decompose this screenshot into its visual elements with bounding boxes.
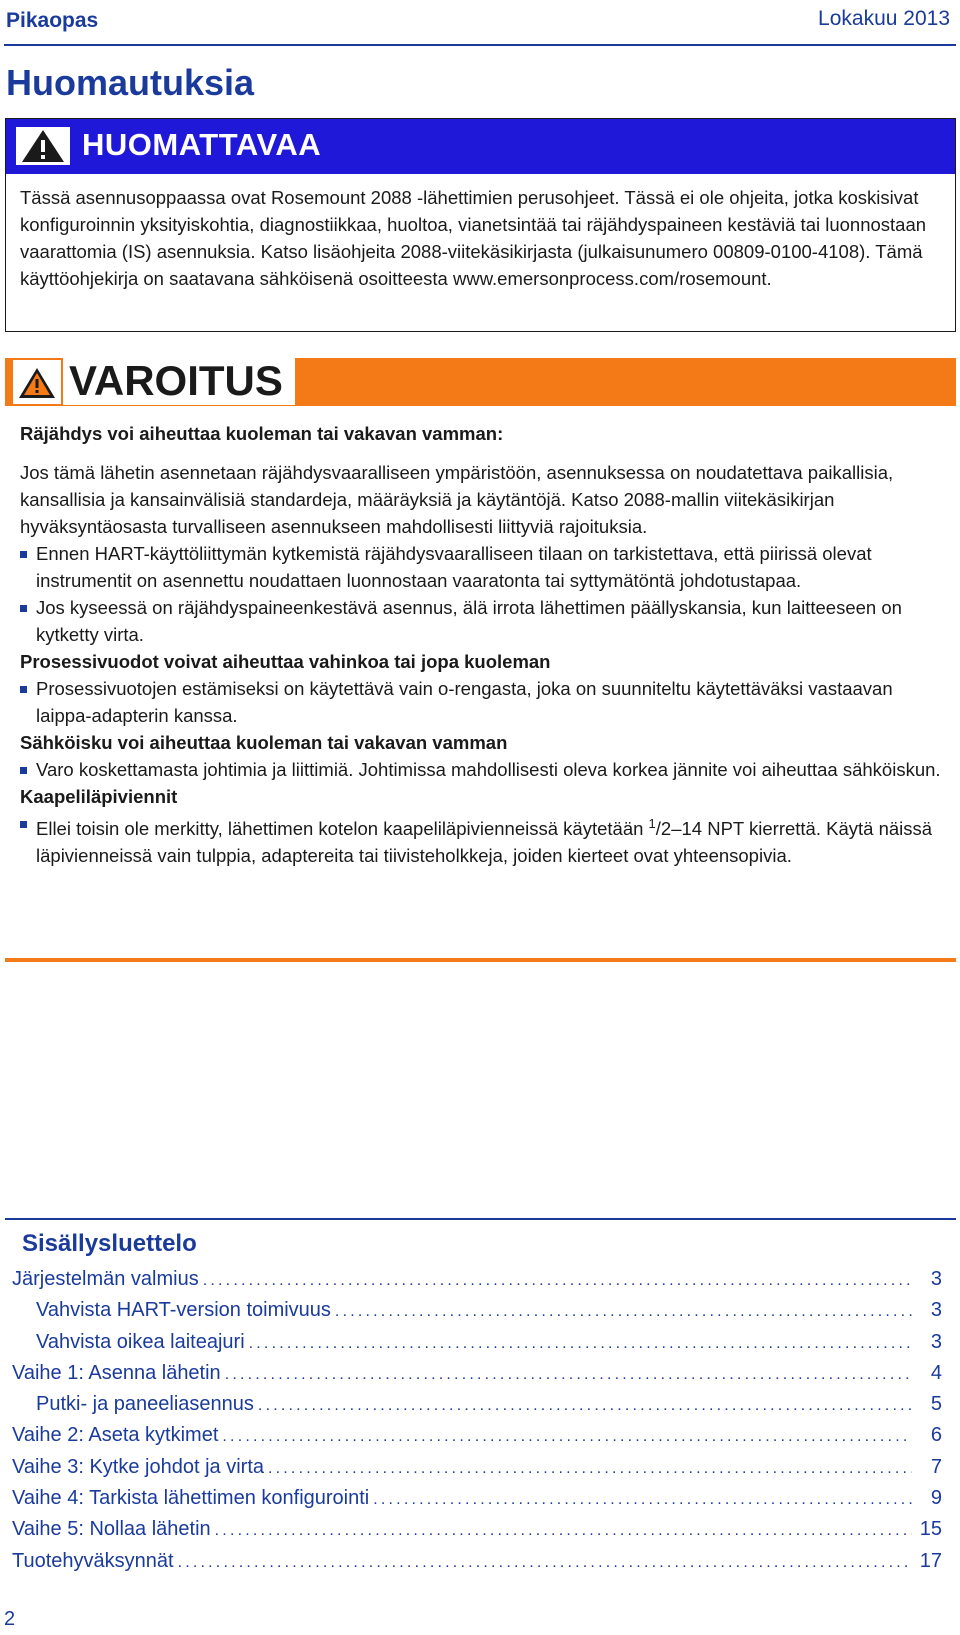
toc-leader-dots <box>373 1491 912 1509</box>
toc-title: Sisällysluettelo <box>22 1230 197 1257</box>
toc-leader-dots <box>249 1335 912 1353</box>
list-item: Prosessivuotojen estämiseksi on käytettävä vain o-rengasta, joka on suunniteltu käytettäväksi vastaavan laippa-adapterin kanssa. <box>20 675 946 729</box>
toc-entry-label[interactable]: Vaihe 2: Aseta kytkimet <box>12 1424 219 1447</box>
toc-leader-dots <box>225 1366 912 1384</box>
warning-triangle-icon <box>16 127 70 165</box>
page-header <box>0 0 960 46</box>
page-number: 2 <box>4 1608 16 1630</box>
list-item: Varo koskettamasta johtimia ja liittimiä. Johtimissa mahdollisesti oleva korkea jännite voi aiheuttaa sähköiskun. <box>20 756 946 783</box>
notice-banner <box>6 119 955 174</box>
toc-leader-dots <box>222 1428 912 1446</box>
shock-heading: Sähköisku voi aiheuttaa kuoleman tai vakavan vamman <box>20 732 508 753</box>
toc-entry[interactable] <box>12 1393 942 1424</box>
toc-entry[interactable] <box>12 1299 942 1330</box>
toc-divider <box>5 1218 956 1220</box>
header-divider <box>4 44 956 46</box>
warning-bottom-rule <box>5 958 956 962</box>
toc-entry[interactable] <box>12 1331 942 1362</box>
toc-entry-label[interactable]: Vahvista oikea laiteajuri <box>36 1330 245 1353</box>
toc-entry-page[interactable]: 3 <box>930 1268 942 1290</box>
warning-title: VAROITUS <box>63 357 295 405</box>
explosion-text: Jos tämä lähetin asennetaan räjähdysvaaralliseen ympäristöön, asennuksessa on noudatettava paikallisia, kansallisia ja kansainvälisiä standardeja, määräyksiä ja käytäntöjä. Katso 2088-mallin viitekäsikirjan hyväksyntäosasta turvalliseen asennukseen mahdollisesti liittyviä rajoituksia. <box>20 462 894 537</box>
toc-leader-dots <box>215 1522 912 1540</box>
toc-entry[interactable] <box>12 1487 942 1518</box>
explosion-heading: Räjähdys voi aiheuttaa kuoleman tai vakavan vamman: <box>20 423 504 444</box>
table-of-contents <box>12 1268 942 1581</box>
toc-entry[interactable] <box>12 1424 942 1455</box>
toc-entry-label[interactable]: Vahvista HART-version toimivuus <box>36 1299 331 1322</box>
toc-entry[interactable] <box>12 1518 942 1549</box>
list-item: Jos kyseessä on räjähdyspaineenkestävä asennus, älä irrota lähettimen päällyskansia, kun laitteeseen on kytketty virta. <box>20 594 946 648</box>
process-heading: Prosessivuodot voivat aiheuttaa vahinkoa tai jopa kuoleman <box>20 651 551 672</box>
toc-leader-dots <box>203 1272 912 1290</box>
toc-entry[interactable] <box>12 1268 942 1299</box>
toc-entry-page[interactable]: 7 <box>930 1455 942 1478</box>
toc-entry-label[interactable]: Tuotehyväksynnät <box>12 1549 174 1572</box>
toc-entry-label[interactable]: Vaihe 4: Tarkista lähettimen konfigurointi <box>12 1487 370 1510</box>
toc-entry[interactable] <box>12 1362 942 1393</box>
toc-entry-page[interactable]: 3 <box>930 1330 942 1353</box>
toc-entry-label[interactable]: Putki- ja paneeliasennus <box>36 1393 254 1416</box>
toc-leader-dots <box>178 1554 912 1572</box>
notice-box <box>5 118 956 332</box>
toc-entry-page[interactable]: 17 <box>919 1549 942 1572</box>
cable-heading: Kaapeliläpiviennit <box>20 786 178 807</box>
cable-text-end: /2–14 NPT kierrettä. Käytä näissä läpivienneissä vain tulppia, adaptereita tai tiivisteholkkeja, joiden kierteet ovat yhteensopivia. <box>36 818 933 866</box>
toc-entry-page[interactable]: 5 <box>930 1393 942 1416</box>
toc-leader-dots <box>258 1397 912 1415</box>
fraction-numerator: 1 <box>648 816 656 831</box>
warning-banner <box>5 358 956 406</box>
document-section-label: Pikaopas <box>6 9 99 32</box>
toc-entry[interactable] <box>12 1550 942 1581</box>
toc-entry-label[interactable]: Järjestelmän valmius <box>12 1268 199 1290</box>
toc-entry-label[interactable]: Vaihe 5: Nollaa lähetin <box>12 1518 211 1541</box>
toc-entry-page[interactable]: 6 <box>930 1424 942 1447</box>
warning-content <box>20 420 946 869</box>
toc-leader-dots <box>268 1460 912 1478</box>
page-title: Huomautuksia <box>6 62 255 103</box>
toc-entry-label[interactable]: Vaihe 1: Asenna lähetin <box>12 1361 221 1384</box>
toc-entry-label[interactable]: Vaihe 3: Kytke johdot ja virta <box>12 1455 264 1478</box>
document-date: Lokakuu 2013 <box>818 7 950 30</box>
toc-leader-dots <box>335 1303 912 1321</box>
toc-entry-page[interactable]: 4 <box>930 1361 942 1384</box>
toc-entry-page[interactable]: 3 <box>930 1299 942 1322</box>
notice-text: Tässä asennusoppaassa ovat Rosemount 2088 -lähettimien perusohjeet. Tässä ei ole ohjeita, jotka koskisivat konfiguroinnin yksityiskohtia, diagnostiikkaa, huoltoa, vianetsintää tai räjähdyspaineen kestäviä tai luonnostaan vaarattomia (IS) asennuksia. Katso lisäohjeita 2088-viitekäsikirjasta (julkaisunumero 00809-0100-4108). Tämä käyttöohjekirja on saatavana sähköisenä osoitteesta www.emersonprocess.com/rosemount. <box>20 187 927 289</box>
toc-entry-page[interactable]: 15 <box>919 1518 942 1541</box>
cable-text-start: Ellei toisin ole merkitty, lähettimen kotelon kaapeliläpivienneissä käytetään <box>36 818 649 839</box>
toc-entry[interactable] <box>12 1456 942 1487</box>
list-item <box>20 810 946 869</box>
warning-triangle-icon <box>13 360 61 404</box>
toc-entry-page[interactable]: 9 <box>930 1487 942 1510</box>
list-item: Ennen HART-käyttöliittymän kytkemistä räjähdysvaaralliseen tilaan on tarkistettava, että piirissä olevat instrumentit on asennettu noudattaen luonnostaan vaaratonta tai syttymätöntä johdotustapaa. <box>20 540 946 594</box>
notice-title: HUOMATTAVAA <box>82 127 322 162</box>
